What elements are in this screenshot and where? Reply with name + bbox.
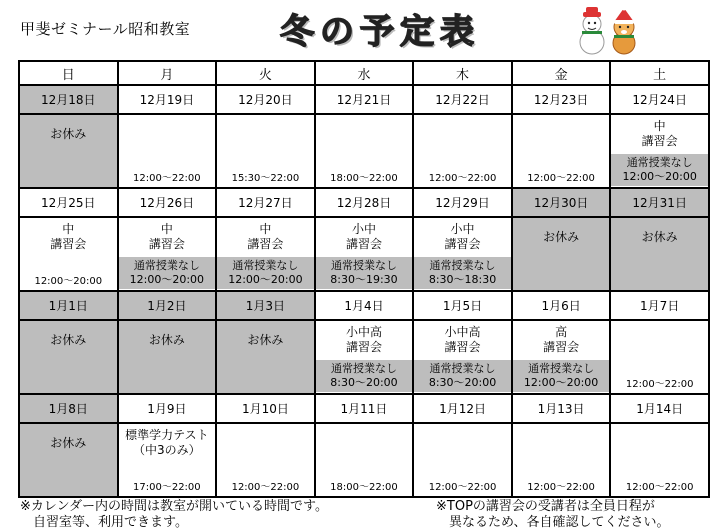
open-hours: 8:30～20:00 <box>330 375 398 389</box>
weekday-header-row <box>19 61 709 85</box>
date-cell: 1月7日 <box>610 291 709 320</box>
date-cell: 12月26日 <box>118 188 217 217</box>
schedule-cell-content <box>414 321 511 392</box>
date-cell: 1月3日 <box>216 291 315 320</box>
no-regular-class-band <box>414 360 511 392</box>
open-hours: 12:00～22:00 <box>428 172 497 184</box>
snowman-illustration <box>570 6 644 56</box>
schedule-row <box>19 114 709 188</box>
open-hours: 18:00～22:00 <box>330 481 398 493</box>
open-hours: 12:00～22:00 <box>428 481 497 493</box>
schedule-cell <box>610 423 709 498</box>
open-hours: 18:00～22:00 <box>330 172 398 184</box>
open-hours: 8:30～19:30 <box>330 272 398 286</box>
date-cell: 1月9日 <box>118 394 217 423</box>
open-hours: 12:00～22:00 <box>527 172 595 184</box>
no-regular-class-band <box>316 360 413 392</box>
weekday-header: 木 <box>413 61 512 85</box>
schedule-cell-content <box>119 218 216 289</box>
event-label: 小中 講習会 <box>345 221 382 251</box>
schedule-cell <box>610 217 709 291</box>
schedule-cell <box>413 217 512 291</box>
open-hours: 12:00～22:00 <box>625 481 694 493</box>
no-regular-class-band <box>611 154 708 186</box>
no-regular-class-label: 通常授業なし <box>528 361 595 375</box>
schedule-cell-content <box>20 424 117 495</box>
date-cell: 1月12日 <box>413 394 512 423</box>
schedule-cell-content <box>513 218 610 289</box>
page-title: 冬の予定表 <box>280 12 480 52</box>
schedule-cell-content <box>217 115 314 186</box>
event-label: 中 講習会 <box>148 221 185 251</box>
schedule-cell <box>610 114 709 188</box>
date-row <box>19 291 709 320</box>
schedule-cell <box>118 320 217 394</box>
schedule-cell <box>413 114 512 188</box>
schedule-cell-content <box>611 321 708 392</box>
date-cell: 1月6日 <box>512 291 611 320</box>
weekday-header: 月 <box>118 61 217 85</box>
date-cell: 12月19日 <box>118 85 217 114</box>
open-hours: 17:00～22:00 <box>133 481 201 493</box>
date-cell: 12月25日 <box>19 188 118 217</box>
schedule-cell <box>315 217 414 291</box>
weekday-header: 土 <box>610 61 709 85</box>
date-cell: 12月22日 <box>413 85 512 114</box>
schedule-cell-content <box>316 218 413 289</box>
no-regular-class-label: 通常授業なし <box>330 258 397 272</box>
weekday-header: 水 <box>315 61 414 85</box>
calendar-table <box>18 60 710 498</box>
weekday-header: 火 <box>216 61 315 85</box>
closed-label: お休み <box>148 332 185 347</box>
schedule-cell-content <box>20 321 117 392</box>
schedule-cell-content <box>611 424 708 495</box>
schedule-cell-content <box>513 424 610 495</box>
closed-label: お休み <box>50 332 87 347</box>
schedule-row <box>19 423 709 498</box>
schedule-cell-content <box>217 424 314 495</box>
schedule-cell-content <box>513 115 610 186</box>
date-cell: 12月30日 <box>512 188 611 217</box>
schedule-cell <box>19 423 118 498</box>
schedule-row <box>19 320 709 394</box>
schedule-cell-content <box>119 424 216 495</box>
event-label: 中 講習会 <box>641 118 678 148</box>
weekday-header: 日 <box>19 61 118 85</box>
open-hours: 8:30～18:30 <box>428 272 497 286</box>
schedule-cell <box>216 423 315 498</box>
closed-label: お休み <box>50 435 87 450</box>
date-row <box>19 394 709 423</box>
open-hours: 12:00～20:00 <box>523 375 599 389</box>
schedule-cell-content <box>217 218 314 289</box>
schedule-cell <box>512 217 611 291</box>
schedule-cell <box>118 217 217 291</box>
schedule-cell <box>216 114 315 188</box>
open-hours: 15:30～22:00 <box>231 172 300 184</box>
no-regular-class-label: 通常授業なし <box>429 361 496 375</box>
school-name: 甲斐ゼミナール昭和教室 <box>20 20 191 38</box>
schedule-cell <box>512 114 611 188</box>
schedule-cell-content <box>217 321 314 392</box>
closed-label: お休み <box>50 126 87 141</box>
date-cell: 1月4日 <box>315 291 414 320</box>
schedule-cell <box>118 114 217 188</box>
no-regular-class-label: 通常授業なし <box>133 258 200 272</box>
event-label: 中 講習会 <box>50 221 87 251</box>
date-cell: 12月18日 <box>19 85 118 114</box>
schedule-cell-content <box>414 218 511 289</box>
closed-label: お休み <box>543 229 580 244</box>
schedule-cell-content <box>20 115 117 186</box>
event-label: 中 講習会 <box>247 221 284 251</box>
event-label: 小中高 講習会 <box>345 324 382 354</box>
date-cell: 12月24日 <box>610 85 709 114</box>
schedule-cell-content <box>414 115 511 186</box>
footer-note-course: ※TOPの講習会の受講者は全員日程が 異なるため、各自確認してください。 <box>436 499 670 530</box>
no-regular-class-band <box>119 257 216 289</box>
schedule-cell-content <box>316 115 413 186</box>
date-cell: 12月27日 <box>216 188 315 217</box>
date-cell: 1月5日 <box>413 291 512 320</box>
schedule-cell-content <box>611 115 708 186</box>
schedule-row <box>19 217 709 291</box>
no-regular-class-band <box>414 257 511 289</box>
date-row <box>19 85 709 114</box>
schedule-cell <box>512 423 611 498</box>
closed-label: お休み <box>247 332 284 347</box>
schedule-cell-content <box>20 218 117 289</box>
schedule-cell <box>19 320 118 394</box>
event-label: 小中 講習会 <box>444 221 481 251</box>
date-cell: 1月11日 <box>315 394 414 423</box>
date-cell: 1月1日 <box>19 291 118 320</box>
schedule-cell-content <box>414 424 511 495</box>
open-hours: 8:30～20:00 <box>428 375 497 389</box>
schedule-cell <box>610 320 709 394</box>
schedule-cell <box>315 423 414 498</box>
no-regular-class-band <box>316 257 413 289</box>
open-hours: 12:00～22:00 <box>133 172 201 184</box>
no-regular-class-label: 通常授業なし <box>429 258 496 272</box>
event-label: 小中高 講習会 <box>444 324 481 354</box>
schedule-cell-content <box>316 321 413 392</box>
open-hours: 12:00～20:00 <box>228 272 303 286</box>
schedule-cell <box>19 217 118 291</box>
event-label: 標準学力テスト （中3のみ） <box>125 427 209 457</box>
open-hours: 12:00～20:00 <box>622 169 697 183</box>
schedule-cell-content <box>513 321 610 392</box>
schedule-cell-content <box>611 218 708 289</box>
footer-note-hours: ※カレンダー内の時間は教室が開いている時間です。 自習室等、利用できます。 <box>20 499 329 530</box>
date-cell: 1月13日 <box>512 394 611 423</box>
schedule-cell <box>19 114 118 188</box>
no-regular-class-band <box>513 360 610 392</box>
no-regular-class-band <box>217 257 314 289</box>
schedule-cell <box>413 423 512 498</box>
open-hours: 12:00～22:00 <box>527 481 595 493</box>
schedule-cell <box>315 320 414 394</box>
schedule-cell <box>315 114 414 188</box>
open-hours: 12:00～22:00 <box>231 481 300 493</box>
date-row <box>19 188 709 217</box>
date-cell: 12月29日 <box>413 188 512 217</box>
schedule-cell <box>118 423 217 498</box>
open-hours: 12:00～22:00 <box>625 378 694 390</box>
schedule-cell <box>216 217 315 291</box>
date-cell: 12月28日 <box>315 188 414 217</box>
no-regular-class-label: 通常授業なし <box>330 361 397 375</box>
date-cell: 12月31日 <box>610 188 709 217</box>
no-regular-class-label: 通常授業なし <box>626 155 693 169</box>
date-cell: 1月8日 <box>19 394 118 423</box>
date-cell: 12月21日 <box>315 85 414 114</box>
event-label: 高 講習会 <box>543 324 580 354</box>
schedule-cell-content <box>119 321 216 392</box>
open-hours: 12:00～20:00 <box>129 272 205 286</box>
date-cell: 12月23日 <box>512 85 611 114</box>
date-cell: 1月14日 <box>610 394 709 423</box>
open-hours: 12:00～20:00 <box>34 275 103 287</box>
schedule-cell <box>512 320 611 394</box>
no-regular-class-label: 通常授業なし <box>232 258 299 272</box>
closed-label: お休み <box>641 229 678 244</box>
weekday-header: 金 <box>512 61 611 85</box>
schedule-cell <box>413 320 512 394</box>
date-cell: 1月2日 <box>118 291 217 320</box>
date-cell: 12月20日 <box>216 85 315 114</box>
schedule-cell <box>216 320 315 394</box>
schedule-cell-content <box>316 424 413 495</box>
date-cell: 1月10日 <box>216 394 315 423</box>
schedule-cell-content <box>119 115 216 186</box>
